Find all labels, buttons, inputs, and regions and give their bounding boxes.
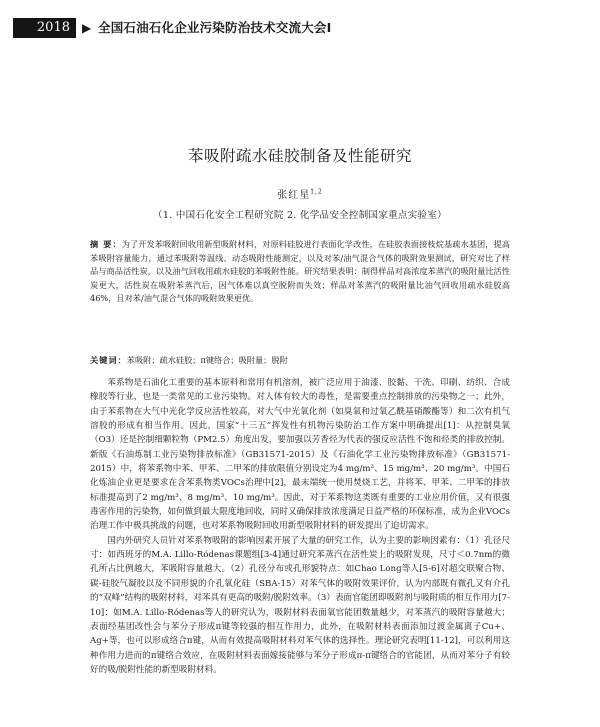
author-affiliation-marker: 1,2	[310, 188, 323, 196]
keywords-text: 苯吸附；疏水硅胶；π键络合；吸附量；脱附	[126, 355, 288, 365]
author-name: 张红星	[277, 190, 311, 201]
body-paragraph-2: 国内外研究人员针对苯系物吸附的影响因素开展了大量的研究工作，认为主要的影响因素有：（1）孔径尺寸：如西班牙的M.A. Lillo-Ródenas课题组[3-4]通过研究苯蒸汽在活性炭上的吸附发现，尺寸＜0.7nm的微孔所占比例越大，苯吸附容量越大。（2）孔径分布或孔形貌特点：如Chao Long等人[5-6]对超交联聚合物、碳-硅胶气凝胶以及不同形貌的介孔氧化硅（SBA-15）对苯气体的吸附效果评价，认为内部既有微孔又有介孔的“双峰”结构的吸附材料，对苯具有更高的吸附/脱附效率。（3）表面官能团即吸附剂与吸附质的相互作用力[7-10]：如M.A. Lillo-Ródenas等人的研究认为，吸附材料表面氧官能团数量越少，对苯蒸汽的吸附容量越大；表面经基团改性会与苯分子形成π键等较强的相互作用力，此外，在吸附材料表面添加过渡金属离子Cu+、Ag+等，也可以形成络合π键，从而有效提高吸附材料对苯气体的选择性。理论研究表明[11-12]，可以利用这种作用力进而的π键络合效应，在吸附材料表面嫁接能够与苯分子形成π-π键络合的官能团，从而对苯分子有较好的吸/脱附性能的新型吸附材料。	[90, 535, 510, 675]
body-text	[90, 376, 510, 677]
conference-header	[0, 18, 600, 40]
author-line	[0, 186, 600, 201]
conference-title: 全国石油石化企业污染防治技术交流大会Ⅰ	[98, 20, 332, 35]
abstract-label: 摘 要：	[90, 239, 122, 249]
abstract-text: 为了开发苯吸附回收用新型吸附材料，对原料硅胶进行表面化学改性，在硅胶表面接枝烷基疏水基团，提高苯吸附容量能力，通过苯吸附等温线、动态吸附性能测定，以及对苯/油气混合气体的吸附效果测试，研究对比了样品与商品活性炭，以及油气回收用疏水硅胶的苯吸附性能。研究结果表明：制得样品对高浓度苯蒸汽的吸附量比活性炭更大，活性炭在吸附苯蒸汽后，因气体难以真空脱附而失效；样品对苯蒸汽的吸附量比油气回收用疏水硅胶高46%，且对苯/油气混合气体的吸附效果更优。	[90, 239, 510, 304]
abstract-block	[90, 238, 510, 306]
affiliation: （1. 中国石化安全工程研究院 2. 化学品安全控制国家重点实验室）	[153, 210, 447, 221]
year-badge: 2018	[13, 18, 76, 38]
arrow-marker-icon: ▶	[82, 21, 92, 35]
body-paragraph-1: 苯系物是石油化工重要的基本原料和常用有机溶剂，被广泛应用于油漆、胶黏、干洗、印刷、纺织、合成橡胶等行业，也是一类常见的工业污染物。对人体有较大的毒性，是需要重点控制排放的污染物之一；此外，由于苯系物在大气中光化学反应活性较高，对大气中光氧化剂（如臭氧和过氧乙酰基硝酸酯等）和二次有机气溶胶的形成有相当作用。因此，国家“十三五”挥发性有机物污染防治工作方案中明确提出[1]：从控制臭氧（O3）还是控制细颗粒物（PM2.5）角度出发，要加强以芳香烃为代表的强反应活性不饱和烃类的排放控制。新版《石油炼制工业污染物排放标准》（GB31571-2015）及《石油化学工业污染物排放标准》（GB31571-2015）中，将苯系物中苯、甲苯、二甲苯的排放限值分别设定为4 mg/m³、15 mg/m³、20 mg/m³。中国石化炼油企业更是要求在含苯系物类VOCs治理中[2]，最末端统一使用焚烧工艺，并将苯、甲苯、二甲苯的排放标准提高到了2 mg/m³、8 mg/m³、10 mg/m³。因此，对于苯系物这类既有重要的工业应用价值，又有很强毒害作用的污染物，如何做到最大限度地回收，同时又确保排放浓度满足日益严格的环保标准，成为企业VOCs治理工作中极具挑战的问题，也对苯系物吸附回收用新型吸附材料的研发提出了迫切需求。	[90, 378, 510, 532]
keywords-block	[90, 354, 510, 367]
paper-title: 苯吸附疏水硅胶制备及性能研究	[187, 147, 412, 165]
keywords-label: 关键词：	[90, 355, 127, 365]
